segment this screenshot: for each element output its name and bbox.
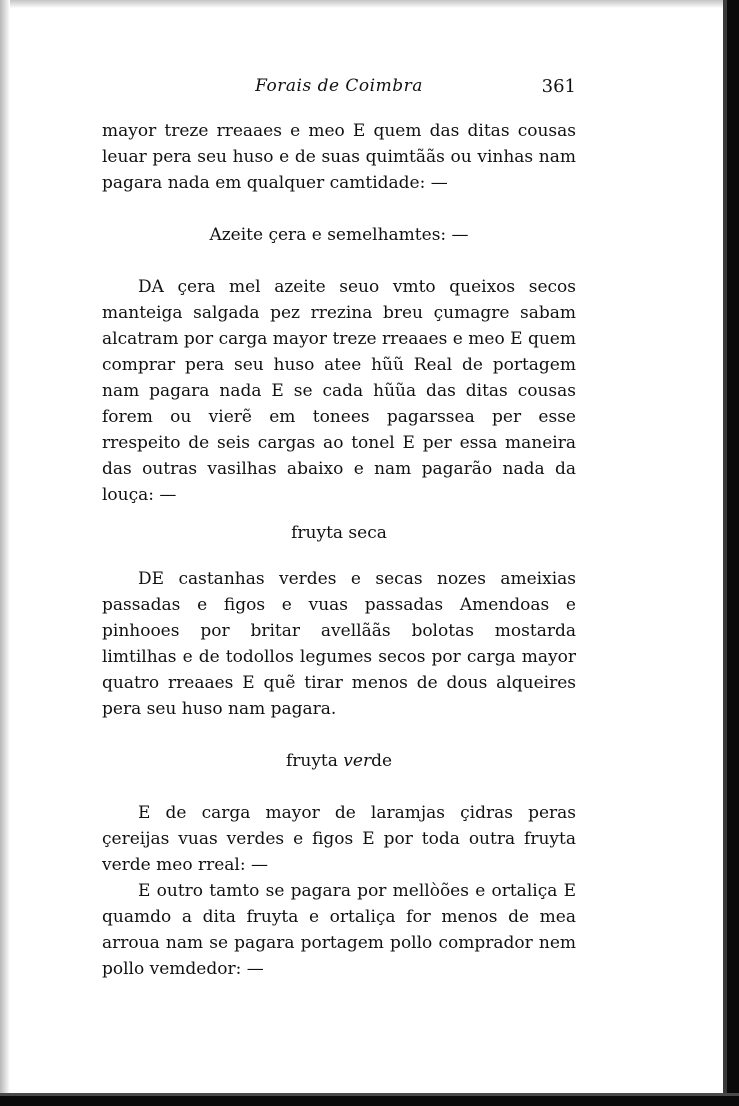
page-number: 361	[541, 76, 576, 97]
scan-edge-right	[727, 0, 739, 1106]
scan-edge-bottom	[0, 1096, 739, 1106]
section-heading-fruyta-verde	[102, 748, 576, 774]
heading-part-italic: ver	[343, 751, 372, 771]
section-heading-fruyta-seca: fruyta seca	[291, 523, 387, 543]
paragraph-1: mayor treze rreaaes e meo E quem das ditas cousas leuar pera seu huso e de suas quimtããs ou vinhas nam pagara nada em qualquer camtidade: —	[102, 121, 576, 193]
running-title: Forais de Coimbra	[255, 76, 423, 96]
page-text-block	[102, 72, 576, 982]
scan-edge-left	[0, 0, 10, 1106]
heading-part-2: de	[371, 751, 393, 771]
paragraph-5: E outro tamto se pagara por mellòões e ortaliça E quamdo a dita fruyta e ortaliça for menos de mea arroua nam se pagara portagem pollo comprador nem pollo vemdedor: —	[102, 881, 576, 979]
page-header	[102, 72, 576, 106]
paragraph-4: E de carga mayor de laramjas çidras peras çereijas vuas verdes e figos E por toda outra fruyta verde meo rreal: —	[102, 803, 576, 875]
scan-edge-top	[0, 0, 739, 8]
paragraph-3: DE castanhas verdes e secas nozes ameixias passadas e figos e vuas passadas Amendoas e pinhooes por britar avellããs bolotas mostarda limtilhas e de todollos legumes secos por carga mayor quatro rreaaes E quẽ tirar menos de dous alqueires pera seu huso nam pagara.	[102, 569, 576, 719]
heading-part-1: fruyta	[285, 751, 344, 771]
paragraph-2: DA çera mel azeite seuo vmto queixos secos manteiga salgada pez rrezina breu çumagre sabam alcatram por carga mayor treze rreaaes e meo E quem comprar pera seu huso atee hũũ Real de portagem nam pagara nada E se cada hũũa das ditas cousas forem ou vierẽ em tonees pagarssea per esse rrespeito de seis cargas ao tonel E per essa maneira das outras vasilhas abaixo e nam pagarão nada da louça: —	[102, 277, 576, 505]
section-heading-azeite: Azeite çera e semelhamtes: —	[209, 225, 469, 245]
